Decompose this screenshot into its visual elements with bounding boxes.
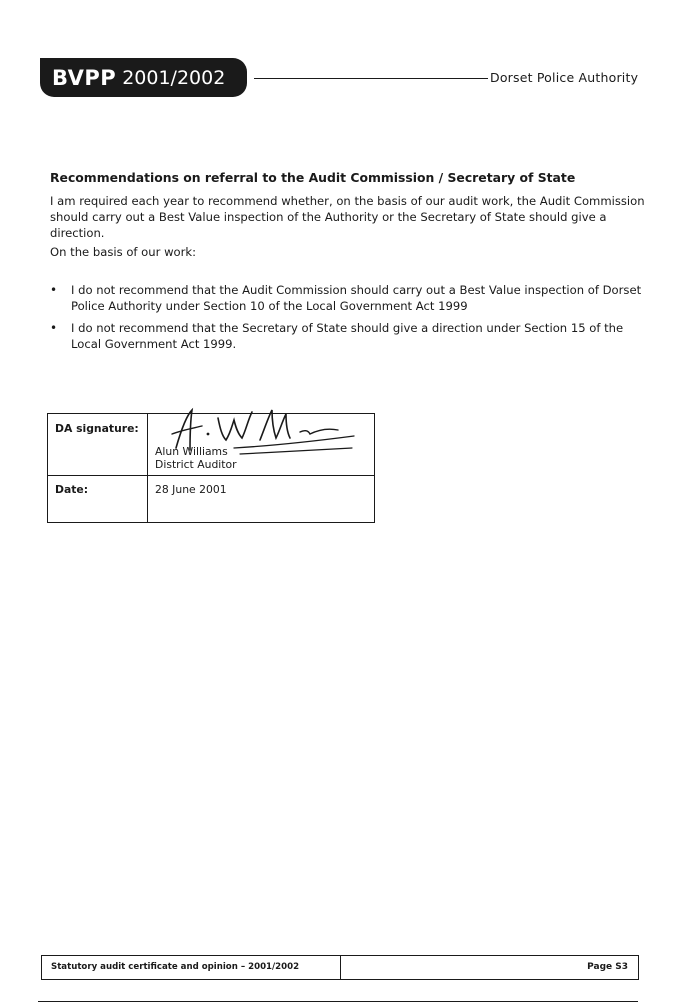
organisation-name: Dorset Police Authority [490,70,639,85]
footer-title: Statutory audit certificate and opinion – 2001/2002 [51,962,300,972]
recommendation-list [50,282,650,358]
signatory-role: District Auditor [155,458,237,471]
badge-year: 2001/2002 [122,66,226,89]
signature-label: DA signature: [55,422,139,435]
badge-code: BVPP [52,65,117,90]
page-footer [41,955,639,980]
list-item-text: I do not recommend that the Secretary of State should give a direction under Section 15 of the Local Government Act 1999. [71,321,624,351]
header-rule [254,78,488,79]
signature-table [47,413,375,523]
signatory-name: Alun Williams [155,445,228,458]
table-divider [147,414,148,522]
date-label: Date: [55,483,89,496]
basis-paragraph: On the basis of our work: [50,245,197,259]
table-divider [48,475,374,476]
intro-paragraph: I am required each year to recommend whether, on the basis of our audit work, the Audit Commission should carry out a Best Value inspection of the Authority or the Secretary of State should give a direction. [50,194,645,240]
page-number: Page S3 [587,962,628,972]
list-item [50,320,650,352]
list-item [50,282,650,314]
list-item-text: I do not recommend that the Audit Commission should carry out a Best Value inspection of Dorset Police Authority under Section 10 of the Local Government Act 1999 [71,283,642,313]
footer-rule [38,1001,638,1002]
section-heading: Recommendations on referral to the Audit Commission / Secretary of State [50,170,576,185]
report-badge [40,58,247,97]
bullet-marker: • [50,283,58,297]
footer-divider [340,956,341,979]
bullet-marker: • [50,321,58,335]
date-value: 28 June 2001 [155,483,227,496]
